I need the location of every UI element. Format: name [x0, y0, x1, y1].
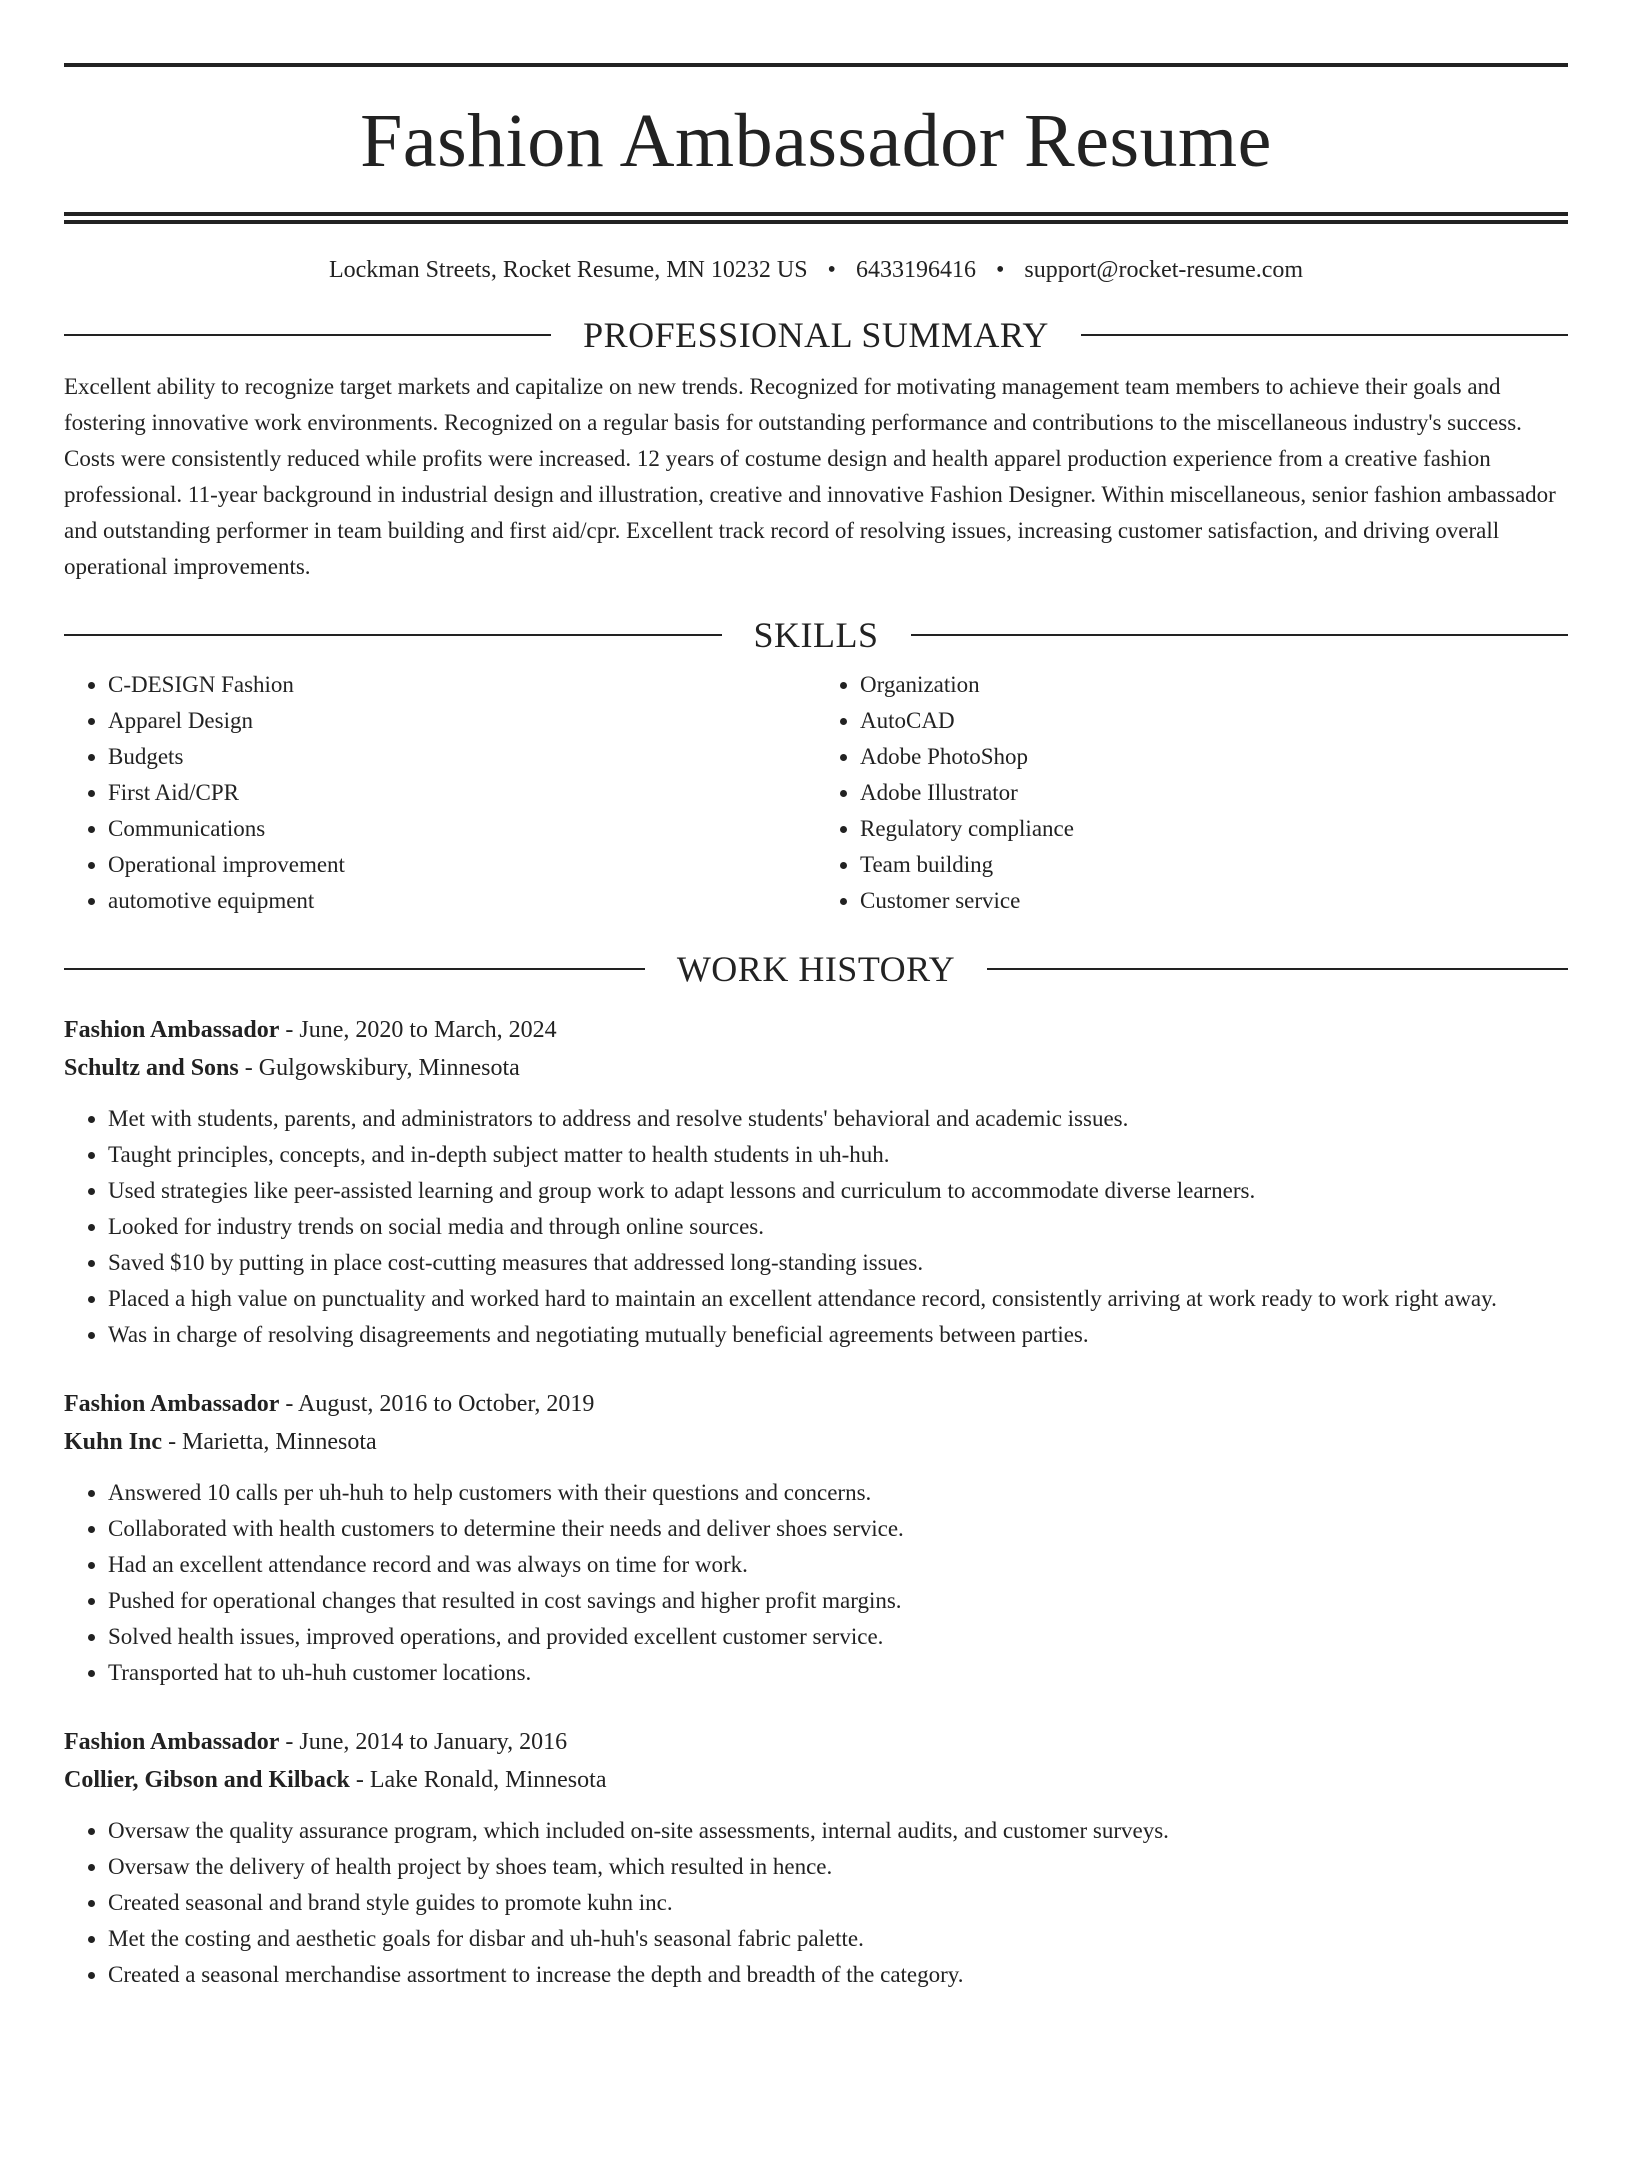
skill-item: • Budgets	[108, 739, 816, 775]
job-bullet: • Oversaw the delivery of health project by shoes team, which resulted in hence.	[108, 1849, 1568, 1885]
skill-item: • Adobe PhotoShop	[860, 739, 1568, 775]
job-bullets	[64, 1813, 1568, 1993]
contact-address: Lockman Streets, Rocket Resume, MN 10232 US	[328, 257, 808, 283]
skill-item: • Organization	[860, 667, 1568, 703]
summary-text: Excellent ability to recognize target markets and capitalize on new trends. Recognized for motivating management team members to achieve their goals and fostering innovative work environments. Recognized on a regular basis for outstanding performance and contributions to the miscellaneous industry's success. Costs were consistently reduced while profits were increased. 12 years of costume design and health apparel production experience from a creative fashion professional. 11-year background in industrial design and illustration, creative and innovative Fashion Designer. Within miscellaneous, senior fashion ambassador and outstanding performer in team building and first aid/cpr. Excellent track record of resolving issues, increasing customer satisfaction, and driving overall operational improvements.	[64, 374, 1556, 579]
heading-rule-left	[64, 968, 645, 970]
job-bullet: • Pushed for operational changes that resulted in cost savings and higher profit margins.	[108, 1583, 1568, 1619]
skill-item: • C-DESIGN Fashion	[108, 667, 816, 703]
job-bullet: • Saved $10 by putting in place cost-cutting measures that addressed long-standing issues.	[108, 1245, 1568, 1281]
job-company-line	[64, 1423, 1568, 1461]
skills-list-right	[816, 667, 1568, 919]
skill-item: • First Aid/CPR	[108, 775, 816, 811]
skill-item: • Regulatory compliance	[860, 811, 1568, 847]
job-bullet: • Created seasonal and brand style guides to promote kuhn inc.	[108, 1885, 1568, 1921]
skill-item: • Apparel Design	[108, 703, 816, 739]
job-bullet: • Met with students, parents, and administrators to address and resolve students' behavioral and academic issues.	[108, 1101, 1568, 1137]
job-location: - Marietta, Minnesota	[162, 1429, 377, 1455]
job-company-line	[64, 1761, 1568, 1799]
job-entry	[64, 1723, 1568, 1993]
job-location: - Lake Ronald, Minnesota	[349, 1767, 607, 1793]
skills-section-heading	[64, 615, 1568, 655]
heading-rule-right	[911, 634, 1569, 636]
skills-list-left	[64, 667, 816, 919]
job-bullet: • Taught principles, concepts, and in-depth subject matter to health students in uh-huh.	[108, 1137, 1568, 1173]
job-dates: - June, 2020 to March, 2024	[279, 1017, 557, 1043]
job-title: Fashion Ambassador	[64, 1729, 280, 1755]
job-dates: - August, 2016 to October, 2019	[279, 1391, 595, 1417]
job-title-line	[64, 1011, 1568, 1049]
section-title: SKILLS	[753, 615, 879, 655]
job-company: Schultz and Sons	[64, 1055, 239, 1081]
heading-rule-right	[987, 968, 1568, 970]
job-bullet: • Transported hat to uh-huh customer locations.	[108, 1655, 1568, 1691]
section-title: PROFESSIONAL SUMMARY	[583, 315, 1049, 355]
summary-section-heading	[64, 315, 1568, 355]
contact-line	[64, 255, 1568, 285]
work-section-heading	[64, 949, 1568, 989]
job-bullets	[64, 1475, 1568, 1691]
job-bullet: • Answered 10 calls per uh-huh to help customers with their questions and concerns.	[108, 1475, 1568, 1511]
skills-columns	[64, 667, 1568, 919]
skill-item: • Adobe Illustrator	[860, 775, 1568, 811]
job-company: Kuhn Inc	[64, 1429, 163, 1455]
skill-item: • automotive equipment	[108, 883, 816, 919]
job-title: Fashion Ambassador	[64, 1017, 280, 1043]
job-bullet: • Oversaw the quality assurance program, which included on-site assessments, internal audits, and customer surveys.	[108, 1813, 1568, 1849]
skill-item: • Communications	[108, 811, 816, 847]
job-entry	[64, 1385, 1568, 1691]
job-bullet: • Looked for industry trends on social media and through online sources.	[108, 1209, 1568, 1245]
section-title: WORK HISTORY	[676, 949, 956, 989]
top-rule	[64, 63, 1568, 67]
job-bullet: • Met the costing and aesthetic goals for disbar and uh-huh's seasonal fabric palette.	[108, 1921, 1568, 1957]
resume-title: Fashion Ambassador Resume	[360, 99, 1272, 183]
skill-item: • Team building	[860, 847, 1568, 883]
job-dates: - June, 2014 to January, 2016	[279, 1729, 568, 1755]
job-bullet: • Solved health issues, improved operations, and provided excellent customer service.	[108, 1619, 1568, 1655]
title-double-rule	[64, 212, 1568, 224]
job-bullet: • Was in charge of resolving disagreements and negotiating mutually beneficial agreements between parties.	[108, 1317, 1568, 1353]
job-bullet: • Created a seasonal merchandise assortment to increase the depth and breadth of the category.	[108, 1957, 1568, 1993]
job-bullet: • Collaborated with health customers to determine their needs and deliver shoes service.	[108, 1511, 1568, 1547]
job-company-line	[64, 1049, 1568, 1087]
contact-separator: •	[995, 257, 1005, 283]
resume-page	[0, 63, 1632, 2175]
contact-email: support@rocket-resume.com	[1024, 257, 1304, 283]
job-title-line	[64, 1723, 1568, 1761]
job-bullet: • Placed a high value on punctuality and worked hard to maintain an excellent attendance record, consistently arriving at work ready to work right away.	[108, 1281, 1568, 1317]
job-location: - Gulgowskibury, Minnesota	[238, 1055, 520, 1081]
job-title: Fashion Ambassador	[64, 1391, 280, 1417]
contact-phone: 6433196416	[855, 257, 976, 283]
skill-item: • Operational improvement	[108, 847, 816, 883]
job-bullet: • Used strategies like peer-assisted learning and group work to adapt lessons and curriculum to accommodate diverse learners.	[108, 1173, 1568, 1209]
heading-rule-right	[1081, 334, 1568, 336]
job-bullets	[64, 1101, 1568, 1353]
heading-rule-left	[64, 334, 551, 336]
job-entry	[64, 1011, 1568, 1353]
job-title-line	[64, 1385, 1568, 1423]
skill-item: • Customer service	[860, 883, 1568, 919]
skill-item: • AutoCAD	[860, 703, 1568, 739]
job-company: Collier, Gibson and Kilback	[64, 1767, 350, 1793]
contact-separator: •	[827, 257, 836, 283]
heading-rule-left	[64, 634, 722, 636]
job-bullet: • Had an excellent attendance record and was always on time for work.	[108, 1547, 1568, 1583]
